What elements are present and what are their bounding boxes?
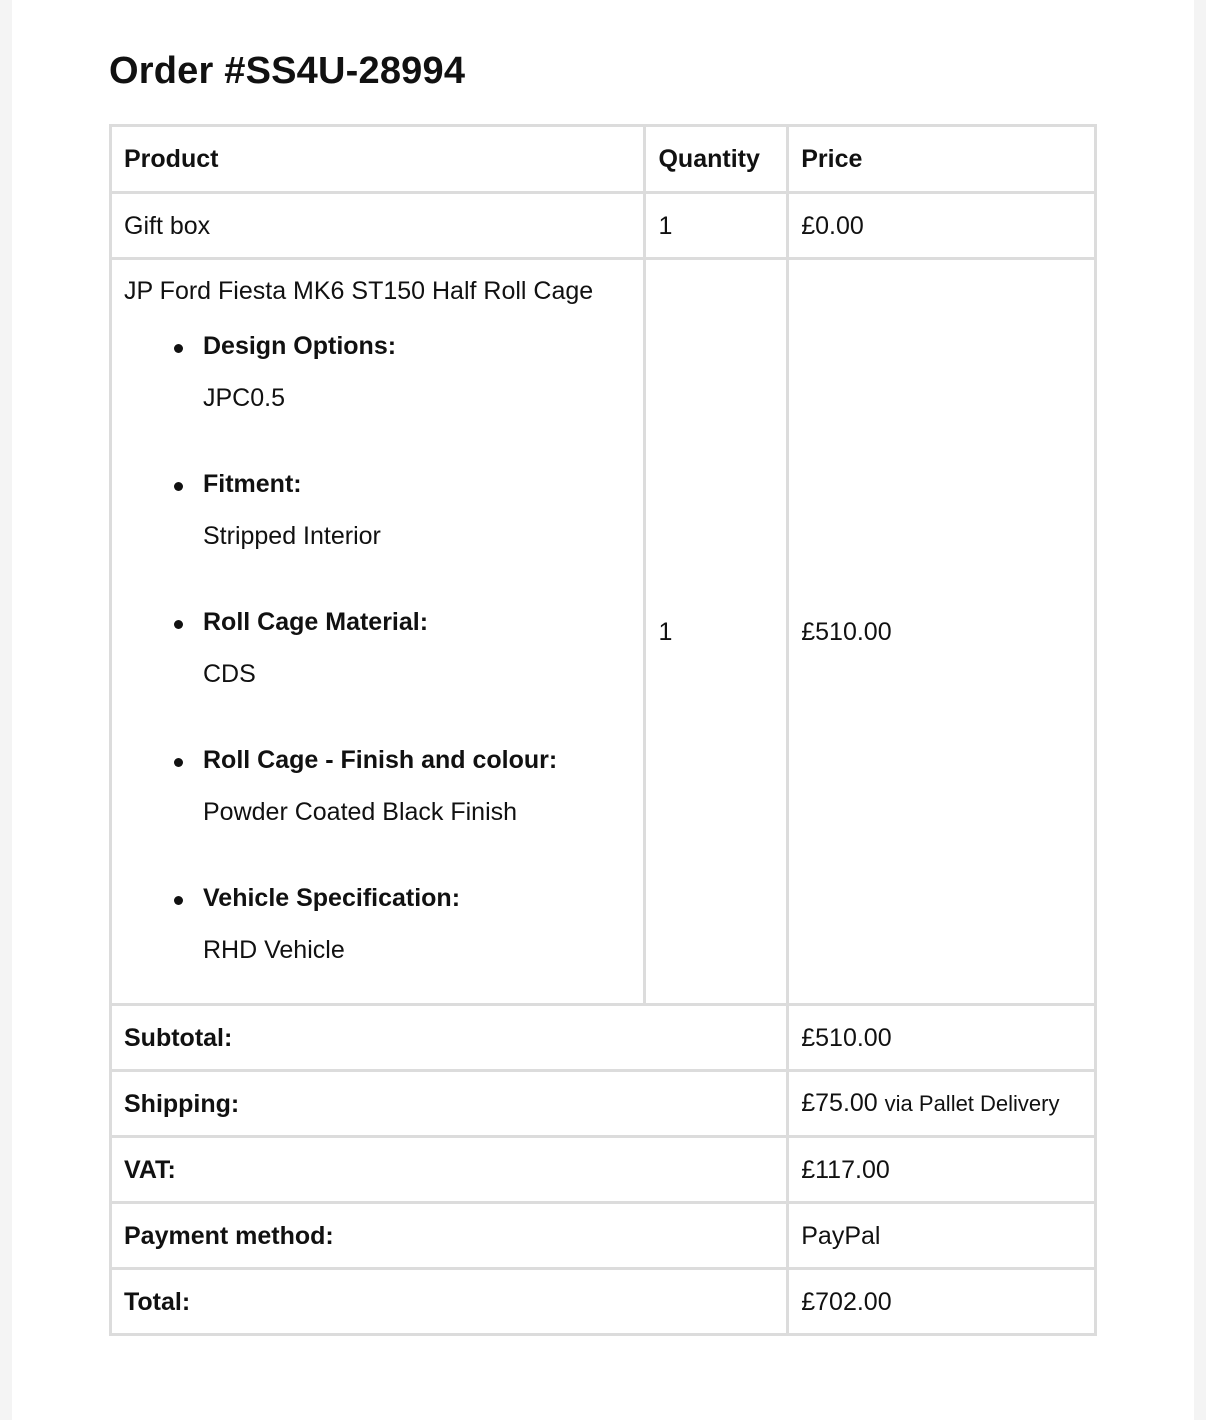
option-label: Roll Cage Material: <box>203 608 429 636</box>
option-value: Stripped Interior <box>203 522 381 550</box>
item-quantity: 1 <box>645 193 788 259</box>
option-item <box>203 726 631 864</box>
option-item <box>203 450 631 588</box>
option-value: JPC0.5 <box>203 384 285 412</box>
total-row <box>111 1269 1096 1335</box>
shipping-row <box>111 1071 1096 1137</box>
option-item <box>203 588 631 726</box>
total-label: Total: <box>111 1269 788 1335</box>
option-label: Fitment: <box>203 470 302 498</box>
option-item <box>203 312 631 450</box>
bullet-icon <box>174 344 183 353</box>
shipping-method: via Pallet Delivery <box>884 1091 1060 1116</box>
item-price: £0.00 <box>788 193 1096 259</box>
item-product-cell <box>111 259 645 1005</box>
option-value: CDS <box>203 660 256 688</box>
shipping-value: £75.00 <box>801 1089 878 1117</box>
header-quantity: Quantity <box>645 126 788 193</box>
vat-value: £117.00 <box>788 1137 1096 1203</box>
subtotal-label: Subtotal: <box>111 1005 788 1071</box>
header-price: Price <box>788 126 1096 193</box>
option-label: Vehicle Specification: <box>203 884 461 912</box>
vat-row <box>111 1137 1096 1203</box>
order-details-page <box>12 0 1194 1420</box>
order-title: Order #SS4U-28994 <box>109 50 466 92</box>
option-value: Powder Coated Black Finish <box>203 798 518 826</box>
shipping-label: Shipping: <box>111 1071 788 1137</box>
vat-label: VAT: <box>111 1137 788 1203</box>
table-row <box>111 193 1096 259</box>
item-options-list <box>124 312 631 967</box>
order-table <box>109 124 1097 1336</box>
total-value: £702.00 <box>788 1269 1096 1335</box>
bullet-icon <box>174 896 183 905</box>
header-product: Product <box>111 126 645 193</box>
payment-value: PayPal <box>788 1203 1096 1269</box>
item-product: JP Ford Fiesta MK6 ST150 Half Roll Cage <box>124 277 594 305</box>
payment-row <box>111 1203 1096 1269</box>
option-label: Design Options: <box>203 332 397 360</box>
option-value: RHD Vehicle <box>203 936 345 964</box>
table-row <box>111 259 1096 1005</box>
shipping-cell <box>788 1071 1096 1137</box>
bullet-icon <box>174 482 183 491</box>
subtotal-row <box>111 1005 1096 1071</box>
table-header-row <box>111 126 1096 193</box>
item-price: £510.00 <box>788 259 1096 1005</box>
item-product: Gift box <box>111 193 645 259</box>
payment-label: Payment method: <box>111 1203 788 1269</box>
option-item <box>203 864 631 967</box>
option-label: Roll Cage - Finish and colour: <box>203 746 558 774</box>
subtotal-value: £510.00 <box>788 1005 1096 1071</box>
bullet-icon <box>174 758 183 767</box>
item-quantity: 1 <box>645 259 788 1005</box>
bullet-icon <box>174 620 183 629</box>
